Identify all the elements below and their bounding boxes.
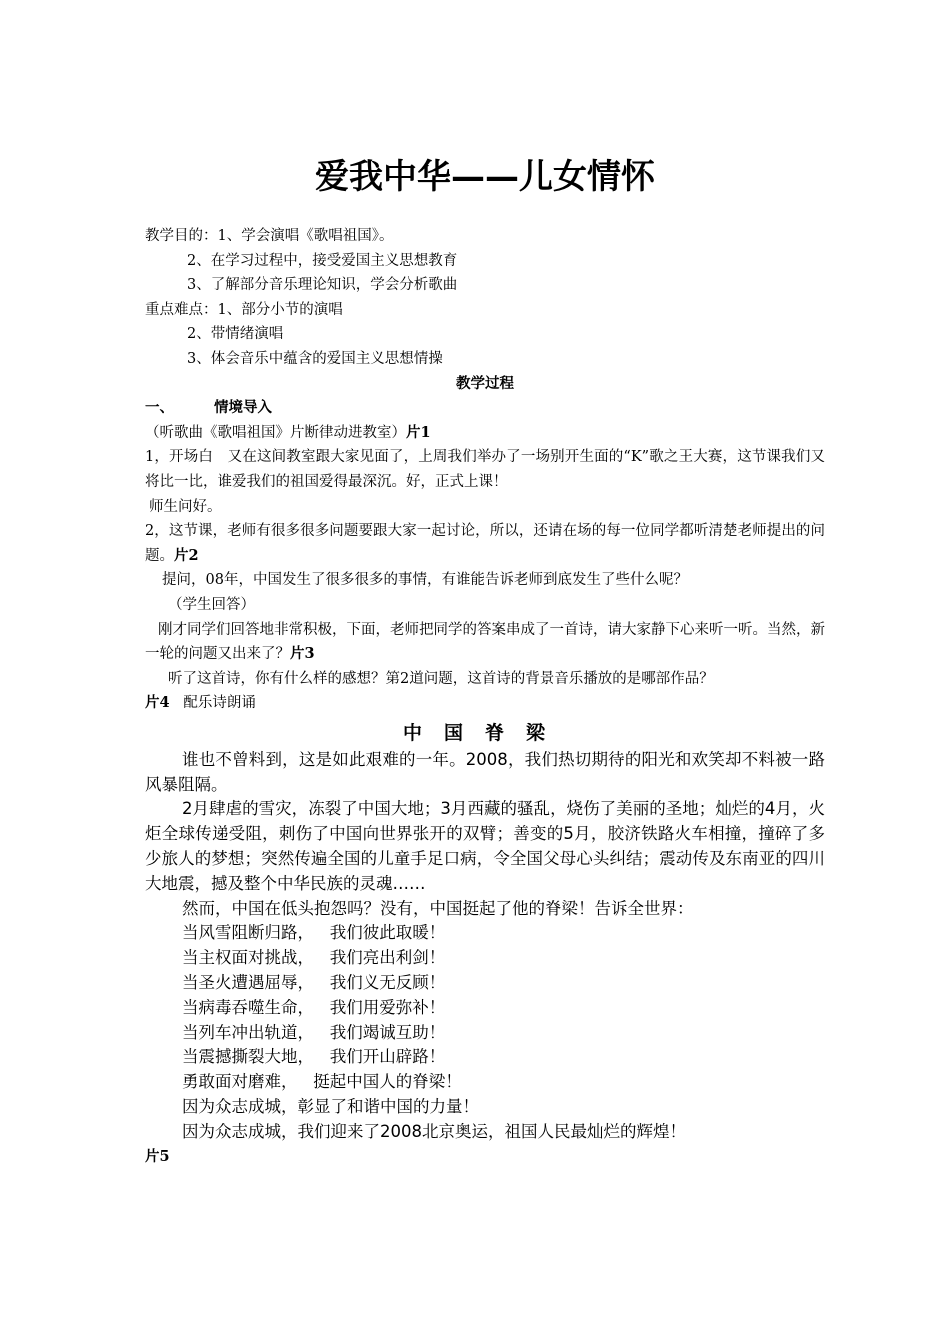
poem-line-second: 我们义无反顾！ bbox=[329, 973, 446, 993]
poem-paragraph: 然而，中国在低头抱怨吗？没有，中国挺起了他的脊梁！告诉全世界： bbox=[182, 898, 694, 918]
poem-line-first: 勇敢面对磨难， bbox=[182, 1072, 298, 1092]
poem-line-second: 我们竭诚互助！ bbox=[329, 1022, 446, 1042]
slide-marker: 片4 bbox=[145, 694, 170, 712]
key-point-item: 3、体会音乐中蕴含的爱国主义思想情操 bbox=[187, 350, 443, 367]
poem-paragraph: 谁也不曾料到，这是如此艰难的一年。2008，我们热切期待的阳光和欢笑却不料被一路风暴阻隔。 bbox=[145, 749, 825, 794]
poem-line-first: 当主权面对挑战， bbox=[182, 948, 314, 968]
key-points-label: 重点难点： bbox=[145, 301, 218, 318]
paragraph bbox=[145, 691, 825, 716]
poem-line-second: 我们亮出利剑！ bbox=[329, 948, 446, 968]
paragraph: 提问，08年，中国发生了很多很多的事情，有谁能告诉老师到底发生了些什么呢？ bbox=[162, 572, 688, 589]
slide-marker: 片1 bbox=[406, 423, 431, 441]
poem-line: 因为众志成城，我们迎来了2008北京奥运，祖国人民最灿烂的辉煌！ bbox=[182, 1121, 686, 1141]
key-point-item: 2、带情绪演唱 bbox=[187, 326, 284, 343]
poem-line-first: 当风雪阻断归路， bbox=[182, 923, 314, 943]
poem-line bbox=[145, 946, 825, 971]
section-title: 情境导入 bbox=[214, 399, 272, 417]
objective-item: 3、了解部分音乐理论知识，学会分析歌曲 bbox=[187, 277, 458, 294]
poem-line: 因为众志成城，彰显了和谐中国的力量！ bbox=[182, 1097, 479, 1117]
document-page bbox=[145, 150, 825, 1169]
paragraph: 1，开场白 又在这间教室跟大家见面了，上周我们举办了一场别开生面的“K”歌之王大赛，这节课我们又将比一比，谁爱我们的祖国爱得最深沉。好，正式上课！ bbox=[145, 449, 825, 490]
poem-line-second: 挺起中国人的脊梁！ bbox=[313, 1072, 462, 1092]
poem-line-first: 当病毒吞噬生命， bbox=[182, 997, 314, 1017]
paragraph-text: （听歌曲《歌唱祖国》片断律动进教室） bbox=[145, 424, 406, 441]
poem-line bbox=[145, 996, 825, 1021]
paragraph bbox=[145, 618, 825, 667]
poem-line-first: 当震撼撕裂大地， bbox=[182, 1047, 314, 1067]
poem-title: 中国脊梁 bbox=[402, 721, 567, 744]
poem-line-second: 我们用爱弥补！ bbox=[329, 997, 446, 1017]
poem-line bbox=[145, 1045, 825, 1070]
paragraph: 师生问好。 bbox=[149, 498, 222, 515]
document-title: 爱我中华——儿女情怀 bbox=[315, 157, 655, 197]
paragraph: 听了这首诗，你有什么样的感想？第2道问题，这首诗的背景音乐播放的是哪部作品？ bbox=[168, 670, 714, 687]
section-heading bbox=[145, 396, 825, 421]
paragraph-text: 配乐诗朗诵 bbox=[183, 695, 256, 712]
paragraph bbox=[145, 519, 825, 568]
slide-marker: 片2 bbox=[174, 546, 199, 564]
paragraph bbox=[145, 421, 825, 446]
poem-line-first: 当圣火遭遇屈辱， bbox=[182, 973, 314, 993]
key-point-item: 1、部分小节的演唱 bbox=[217, 301, 343, 318]
objectives-line-1 bbox=[145, 224, 825, 249]
process-heading: 教学过程 bbox=[456, 374, 514, 392]
section-number: 一、 bbox=[145, 399, 174, 417]
poem-line bbox=[145, 1021, 825, 1046]
poem-line bbox=[145, 1070, 825, 1095]
paragraph-text: 刚才同学们回答地非常积极，下面，老师把同学的答案串成了一首诗，请大家静下心来听一听。当然，新一轮的问题又出来了？ bbox=[145, 621, 825, 663]
key-points-line-1 bbox=[145, 298, 825, 323]
poem-line-second: 我们开山辟路！ bbox=[329, 1047, 446, 1067]
poem-line bbox=[145, 971, 825, 996]
slide-marker: 片5 bbox=[145, 1147, 170, 1165]
poem-paragraph: 2月肆虐的雪灾，冻裂了中国大地；3月西藏的骚乱，烧伤了美丽的圣地；灿烂的4月，火炬全球传递受阻，刺伤了中国向世界张开的双臂；善变的5月，胶济铁路火车相撞，撞碎了多少旅人的梦想；突然传遍全国的儿童手足口病，令全国父母心头纠结；震动传及东南亚的四川大地震，撼及整个中华民族的灵魂…… bbox=[145, 799, 825, 893]
poem-line-second: 我们彼此取暖！ bbox=[329, 923, 446, 943]
paragraph: （学生回答） bbox=[168, 596, 255, 613]
poem-line bbox=[145, 921, 825, 946]
poem-line-first: 当列车冲出轨道， bbox=[182, 1022, 314, 1042]
objective-item: 1、学会演唱《歌唱祖国》。 bbox=[217, 228, 394, 244]
paragraph-text: 2，这节课，老师有很多很多问题要跟大家一起讨论，所以，还请在场的每一位同学都听清楚老师提出的问题。 bbox=[145, 523, 825, 564]
objectives-label: 教学目的： bbox=[145, 228, 218, 244]
objective-item: 2、在学习过程中，接受爱国主义思想教育 bbox=[187, 252, 458, 269]
slide-marker: 片3 bbox=[290, 645, 315, 663]
